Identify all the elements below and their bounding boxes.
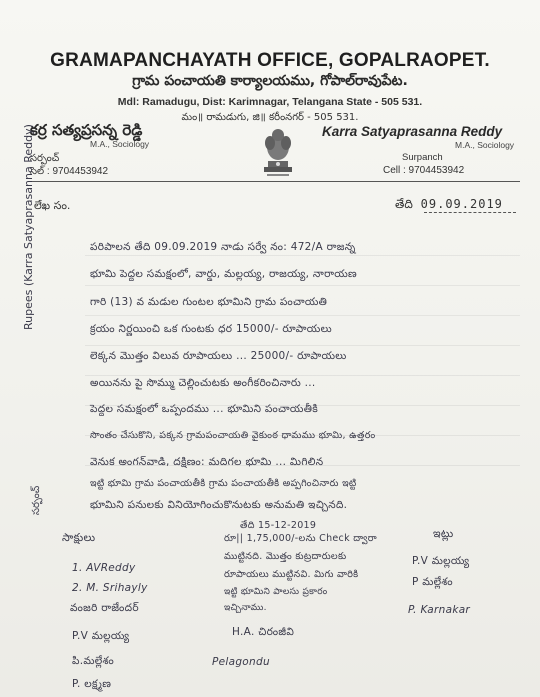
- state-emblem-icon: [260, 121, 296, 179]
- yours-heading: ఇట్లు: [433, 527, 454, 540]
- body-line: లెక్కన మొత్తం విలువ రూపాయలు ... 25000/- రూపాయలు: [90, 350, 347, 362]
- sarpanch-cell-en: Cell : 9704453942: [383, 165, 465, 176]
- right-signature: P మల్లేశం: [412, 576, 453, 588]
- office-address-te: మం॥ రామడుగు, జి॥ కరీంనగర్ - 505 531.: [181, 112, 359, 123]
- witness-signature: పి.మల్లేశం: [72, 655, 114, 667]
- witness-signature: 2. M. Srihayly: [72, 582, 148, 594]
- guide-line: [85, 345, 520, 346]
- body-line: సొంతం చేసుకొని, పక్కన గ్రామపంచాయతి వైకుంఠ ధామము భూమి, ఉత్తరం: [90, 430, 376, 441]
- office-title-en: GRAMAPANCHAYATH OFFICE, GOPALRAOPET.: [50, 50, 490, 71]
- witness-signature: 1. AVReddy: [72, 562, 136, 574]
- witness-signature: వంజరి రాజేందర్: [70, 602, 139, 614]
- payment-amount: రూ|| 1,75,000/-లను Check ద్వారా: [224, 533, 377, 544]
- margin-sarpanch-label: సర్పంచ్: [31, 485, 42, 515]
- reference-label: లేఖ సం.: [34, 199, 71, 212]
- date-label: తేది: [395, 197, 413, 211]
- sarpanch-role-te: సర్పంచ్: [30, 153, 60, 164]
- body-line: వెనుక అంగన్‌వాడి, దక్షిణం: మదిగల భూమి ... మిగిలిన: [90, 456, 324, 468]
- date-underline: [424, 212, 516, 213]
- body-line: అయినను పై సొమ్ము చెల్లించుటకు అంగీకరించినారు ...: [90, 377, 316, 389]
- payment-line: ముట్టినది. మొత్తం కుట్రదారులకు: [224, 551, 347, 562]
- middle-signature: Pelagondu: [212, 656, 270, 668]
- sarpanch-qualification-en: M.A., Sociology: [455, 140, 515, 150]
- witnesses-heading: సాక్షులు: [62, 531, 96, 544]
- body-line: పెద్దల సమక్షంలో ఒప్పందము ... భూమిని పంచాయతీకి: [90, 403, 318, 415]
- payment-date: తేది 15-12-2019: [240, 520, 317, 531]
- date-value: 09.09.2019: [420, 197, 503, 211]
- guide-line: [85, 285, 520, 286]
- middle-signature: H.A. చిరంజీవి: [232, 626, 295, 638]
- payment-line: ఇచ్చినాము.: [224, 603, 267, 613]
- witness-signature: P.V మల్లయ్య: [72, 630, 130, 642]
- body-line: క్రయం నిర్ణయించి ఒక గుంటకు ధర 15000/- రూపాయలు: [90, 323, 332, 335]
- payment-line: ఇట్టి భూమిని పాలసు ప్రకారం: [224, 587, 328, 597]
- witness-signature: P. లక్ష్మణ: [72, 678, 112, 690]
- body-line: పరిపాలన తేది 09.09.2019 నాడు సర్వే నం: 472/A రాజన్న: [90, 241, 356, 253]
- margin-signature-note: Rupees (Karra Satyaprasanna Reddy): [22, 124, 35, 330]
- payment-line: రూపాయలు ముట్టినవి. మిగు వారికి: [224, 569, 359, 580]
- right-signature: P.V మల్లయ్య: [412, 555, 470, 567]
- sarpanch-name-en: Karra Satyaprasanna Reddy: [322, 124, 503, 139]
- letterhead-divider: [30, 181, 520, 182]
- sarpanch-qualification-te: M.A., Sociology: [90, 139, 150, 149]
- right-signature: P. Karnakar: [408, 604, 471, 616]
- body-line: భూమి పెద్దల సమక్షంలో, వార్డు, మల్లయ్య, రాజయ్య, నారాయణ: [90, 268, 358, 280]
- guide-line: [85, 315, 520, 316]
- body-line: గారి (13) వ మడుల గుంటల భూమిని గ్రామ పంచాయతి: [90, 296, 328, 308]
- sarpanch-role-en: Surpanch: [402, 152, 443, 163]
- sarpanch-cell-te: సెల్ : 9704453942: [30, 166, 109, 177]
- body-line: ఇట్టి భూమి గ్రామ పంచాయతీకి గ్రామ పంచాయతీకి అప్పగించినారు ఇట్టి: [90, 478, 357, 489]
- guide-line: [85, 375, 520, 376]
- office-title-te: గ్రామ పంచాయతి కార్యాలయము, గోపాల్‌రావుపేట.: [132, 73, 408, 89]
- office-address-en: Mdl: Ramadugu, Dist: Karimnagar, Telangana State - 505 531.: [117, 96, 423, 108]
- body-line: భూమిని పనులకు వినియోగించుకొనుటకు అనుమతి ఇచ్చినది.: [90, 499, 348, 511]
- sarpanch-name-te: కర్ర సత్యప్రసన్న రెడ్డి: [30, 121, 143, 139]
